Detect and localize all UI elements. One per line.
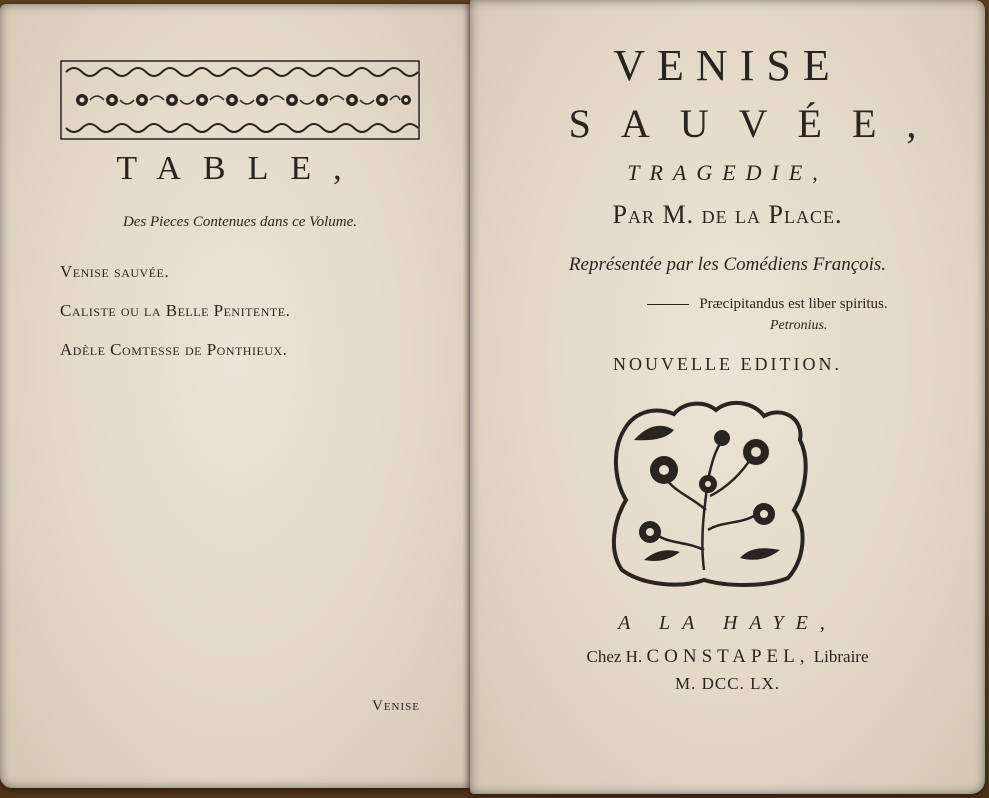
- imprint-place: A LA HAYE,: [618, 612, 837, 634]
- epigraph-author: Petronius.: [770, 318, 828, 333]
- floral-vignette-woodcut: [604, 400, 814, 590]
- catchword: Venise: [372, 698, 420, 714]
- toc-entry: Caliste ou la Belle Penitente.: [60, 301, 291, 320]
- table-title: TABLE,: [116, 150, 364, 187]
- publisher-suffix: Libraire: [813, 647, 869, 666]
- author-line: Par M. de la Place.: [612, 200, 843, 229]
- publisher-prefix: Chez H.: [586, 647, 643, 666]
- epigraph-dash: [647, 304, 689, 305]
- publisher-name: CONSTAPEL,: [646, 646, 810, 667]
- toc-entry: Adèle Comtesse de Ponthieux.: [60, 340, 288, 359]
- epigraph-text: Præcipitandus est liber spiritus.: [699, 296, 888, 312]
- imprint-publisher: [470, 646, 985, 668]
- title-line-1: VENISE: [613, 41, 842, 90]
- genre-label: TRAGEDIE,: [627, 160, 828, 185]
- edition-line: NOUVELLE EDITION.: [613, 354, 842, 374]
- table-subtitle: Des Pieces Contenues dans ce Volume.: [122, 214, 358, 230]
- imprint-date: M. DCC. LX.: [675, 674, 780, 693]
- table-of-contents: [60, 262, 440, 379]
- right-page: [470, 0, 985, 794]
- epigraph: [470, 296, 989, 313]
- performance-note: Représentée par les Comédiens François.: [568, 254, 887, 275]
- toc-entry: Venise sauvée.: [60, 262, 170, 281]
- left-page: [0, 4, 472, 788]
- title-line-2: SAUVÉE,: [568, 101, 947, 146]
- fleuron-border: [60, 60, 420, 140]
